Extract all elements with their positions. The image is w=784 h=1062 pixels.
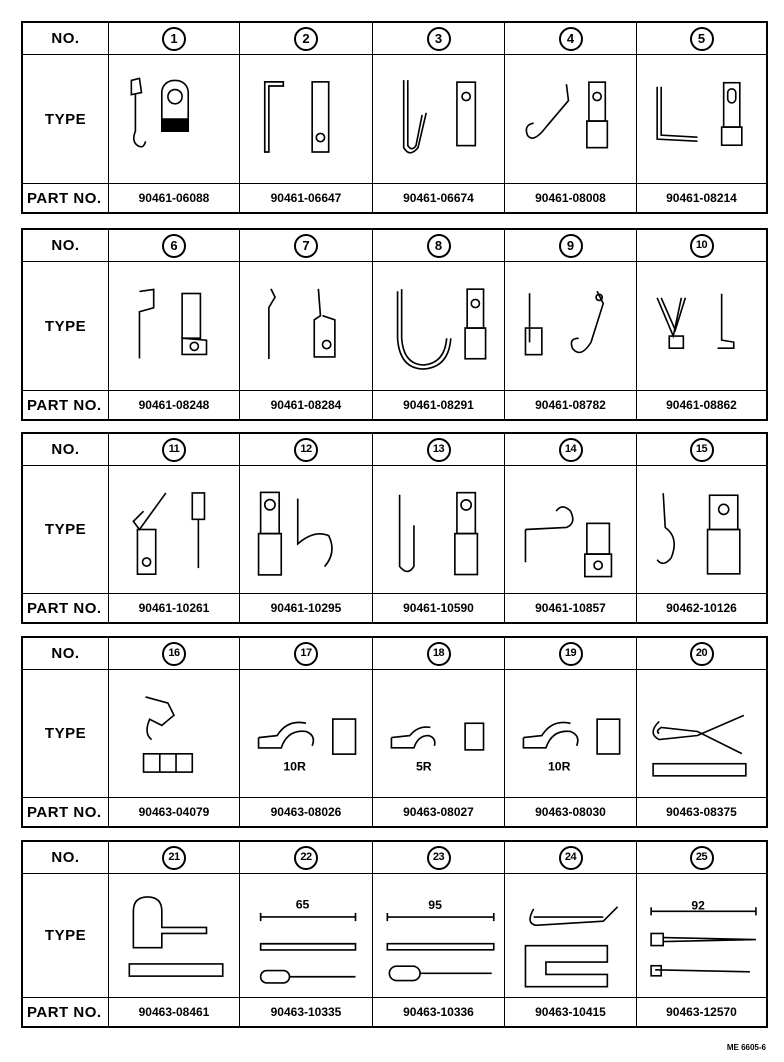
type-illustration-cell xyxy=(373,466,505,594)
clamp-illustration xyxy=(240,466,372,593)
item-number: 21 xyxy=(162,846,186,870)
drawing-reference: ME 6605-6 xyxy=(726,1043,766,1052)
type-illustration-cell xyxy=(109,262,240,391)
type-illustration-cell xyxy=(505,55,637,184)
item-number-cell xyxy=(109,23,240,55)
type-illustration-cell xyxy=(637,874,766,998)
item-number-cell xyxy=(505,23,637,55)
item-number: 8 xyxy=(427,234,451,258)
part-number: 90463-12570 xyxy=(666,1005,737,1019)
clamp-illustration xyxy=(505,262,636,390)
item-number: 14 xyxy=(559,438,583,462)
type-illustration-cell xyxy=(505,466,637,594)
part-number: 90463-08027 xyxy=(373,798,505,826)
no-label: NO. xyxy=(23,230,109,262)
type-label: TYPE xyxy=(23,262,109,391)
part-number: 90461-08248 xyxy=(109,391,240,419)
part-no-label: PART NO. xyxy=(23,998,109,1026)
item-number: 4 xyxy=(559,27,583,51)
type-illustration-cell xyxy=(240,262,373,391)
part-no-label: PART NO. xyxy=(23,184,109,212)
type-label: TYPE xyxy=(23,874,109,998)
part-number: 90463-04079 xyxy=(109,798,240,826)
parts-table-1 xyxy=(21,21,768,214)
parts-table-4 xyxy=(21,636,768,828)
part-number: 90463-10335 xyxy=(240,998,373,1026)
part-number: 90461-08862 xyxy=(666,398,737,412)
clamp-illustration xyxy=(373,262,504,390)
part-number: 90461-10295 xyxy=(240,594,373,622)
item-number: 20 xyxy=(690,642,714,666)
part-no-label: PART NO. xyxy=(23,798,109,826)
item-number: 17 xyxy=(294,642,318,666)
type-illustration-cell xyxy=(637,55,766,184)
clamp-illustration xyxy=(240,55,372,183)
item-number: 25 xyxy=(690,846,714,870)
type-label: TYPE xyxy=(23,466,109,594)
clamp-illustration xyxy=(373,874,504,997)
item-number-cell xyxy=(109,434,240,466)
type-illustration-cell xyxy=(240,670,373,798)
item-number-cell xyxy=(505,842,637,874)
item-number: 13 xyxy=(427,438,451,462)
type-illustration-cell xyxy=(637,466,766,594)
item-number-cell xyxy=(505,230,637,262)
parts-table-5 xyxy=(21,840,768,1028)
item-number: 22 xyxy=(294,846,318,870)
item-number-cell xyxy=(240,230,373,262)
parts-table-3 xyxy=(21,432,768,624)
part-number: 90461-08284 xyxy=(240,391,373,419)
item-number: 5 xyxy=(690,27,714,51)
item-number: 9 xyxy=(559,234,583,258)
clamp-illustration xyxy=(637,262,766,390)
item-number: 18 xyxy=(427,642,451,666)
dimension-label: 10R xyxy=(283,759,306,774)
item-number-cell xyxy=(373,434,505,466)
parts-table-2 xyxy=(21,228,768,421)
no-label: NO. xyxy=(23,23,109,55)
item-number-cell xyxy=(240,434,373,466)
type-illustration-cell xyxy=(240,466,373,594)
part-number: 90461-10590 xyxy=(373,594,505,622)
item-number-cell xyxy=(505,434,637,466)
part-number: 90461-08782 xyxy=(505,391,637,419)
item-number: 11 xyxy=(162,438,186,462)
type-illustration-cell xyxy=(373,262,505,391)
type-illustration-cell xyxy=(373,55,505,184)
item-number-cell xyxy=(373,230,505,262)
item-number-cell xyxy=(109,842,240,874)
item-number: 16 xyxy=(162,642,186,666)
item-number: 23 xyxy=(427,846,451,870)
item-number-cell xyxy=(240,638,373,670)
item-number: 2 xyxy=(294,27,318,51)
no-label: NO. xyxy=(23,638,109,670)
part-number: 90463-10336 xyxy=(373,998,505,1026)
item-number-cell xyxy=(505,638,637,670)
clamp-illustration xyxy=(637,874,766,997)
part-number: 90461-06647 xyxy=(240,184,373,212)
item-number: 6 xyxy=(162,234,186,258)
part-number: 90461-10857 xyxy=(505,594,637,622)
clamp-illustration xyxy=(373,55,504,183)
clamp-illustration xyxy=(109,466,239,593)
clamp-illustration xyxy=(240,670,372,797)
dimension-label: 92 xyxy=(691,898,705,913)
item-number: 24 xyxy=(559,846,583,870)
part-number: 90463-08026 xyxy=(240,798,373,826)
clamp-illustration xyxy=(637,55,766,183)
item-number: 1 xyxy=(162,27,186,51)
clamp-illustration xyxy=(505,874,636,997)
type-illustration-cell xyxy=(505,874,637,998)
type-illustration-cell xyxy=(505,670,637,798)
type-label: TYPE xyxy=(23,670,109,798)
item-number-cell xyxy=(373,842,505,874)
item-number-cell xyxy=(240,842,373,874)
part-number: 90463-08461 xyxy=(109,998,240,1026)
type-illustration-cell xyxy=(109,55,240,184)
clamp-illustration xyxy=(240,262,372,390)
item-number: 3 xyxy=(427,27,451,51)
type-illustration-cell xyxy=(637,670,766,798)
item-number: 15 xyxy=(690,438,714,462)
item-number-cell xyxy=(637,842,766,874)
part-number: 90461-08214 xyxy=(666,191,737,205)
item-number: 12 xyxy=(294,438,318,462)
item-number: 7 xyxy=(294,234,318,258)
part-number: 90462-10126 xyxy=(666,601,737,615)
clamp-illustration xyxy=(637,670,766,797)
type-illustration-cell xyxy=(109,874,240,998)
item-number: 10 xyxy=(690,234,714,258)
clamp-illustration xyxy=(240,874,372,997)
clamp-illustration xyxy=(109,262,239,390)
type-illustration-cell xyxy=(240,55,373,184)
part-number: 90461-06088 xyxy=(109,184,240,212)
clamp-illustration xyxy=(505,670,636,797)
clamp-illustration xyxy=(637,466,766,593)
item-number-cell xyxy=(637,638,766,670)
part-no-label: PART NO. xyxy=(23,594,109,622)
part-number: 90463-08030 xyxy=(505,798,637,826)
type-illustration-cell xyxy=(109,466,240,594)
type-label: TYPE xyxy=(23,55,109,184)
dimension-label: 95 xyxy=(428,897,442,912)
type-illustration-cell xyxy=(637,262,766,391)
item-number: 19 xyxy=(559,642,583,666)
part-number: 90463-08375 xyxy=(666,805,737,819)
item-number-cell xyxy=(240,23,373,55)
part-no-label: PART NO. xyxy=(23,391,109,419)
clamp-illustration xyxy=(373,670,504,797)
type-illustration-cell xyxy=(240,874,373,998)
type-illustration-cell xyxy=(109,670,240,798)
dimension-label: 5R xyxy=(415,759,432,774)
clamp-illustration xyxy=(109,55,239,183)
part-number: 90461-06674 xyxy=(373,184,505,212)
item-number-cell xyxy=(109,638,240,670)
dimension-label: 65 xyxy=(295,897,310,912)
clamp-illustration xyxy=(109,670,239,797)
part-number: 90461-08008 xyxy=(505,184,637,212)
clamp-illustration xyxy=(109,874,239,997)
type-illustration-cell xyxy=(373,874,505,998)
item-number-cell xyxy=(637,230,766,262)
type-illustration-cell xyxy=(505,262,637,391)
item-number-cell xyxy=(109,230,240,262)
no-label: NO. xyxy=(23,842,109,874)
clamp-illustration xyxy=(373,466,504,593)
clamp-illustration xyxy=(505,466,636,593)
item-number-cell xyxy=(373,23,505,55)
type-illustration-cell xyxy=(373,670,505,798)
part-number: 90461-10261 xyxy=(109,594,240,622)
item-number-cell xyxy=(637,23,766,55)
no-label: NO. xyxy=(23,434,109,466)
part-number: 90461-08291 xyxy=(373,391,505,419)
item-number-cell xyxy=(637,434,766,466)
item-number-cell xyxy=(373,638,505,670)
clamp-illustration xyxy=(505,55,636,183)
part-number: 90463-10415 xyxy=(505,998,637,1026)
dimension-label: 10R xyxy=(547,759,571,774)
